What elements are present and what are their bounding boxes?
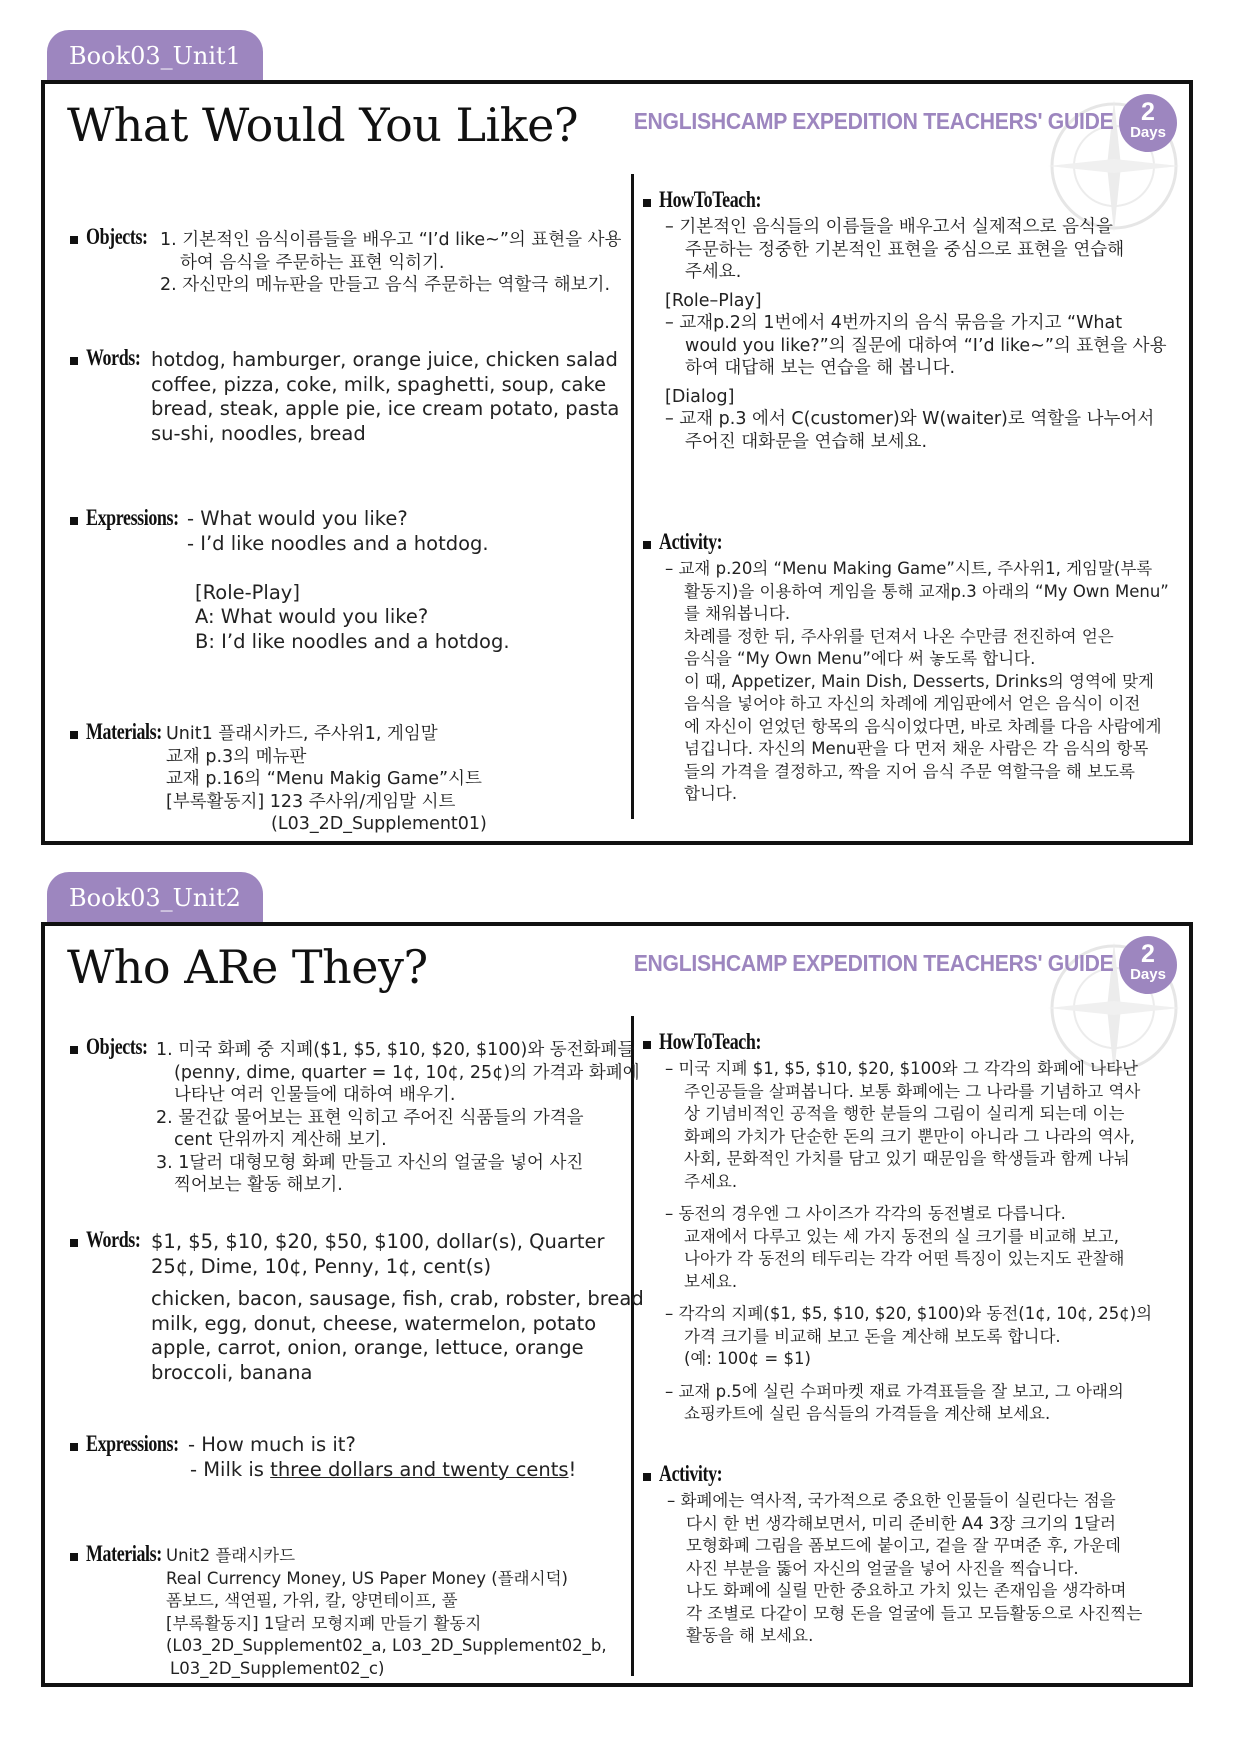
section-head: Activity: xyxy=(659,529,723,554)
text-line: – 동전의 경우엔 그 사이즈가 각각의 동전별로 다릅니다. xyxy=(665,1204,1066,1223)
text-line: hotdog, hamburger, orange juice, chicken salad xyxy=(151,348,618,371)
text-line: (L03_2D_Supplement02_a, L03_2D_Supplement02_b, xyxy=(166,1636,607,1655)
text-line: - I’d like noodles and a hotdog. xyxy=(187,531,489,555)
text-line: - How much is it? xyxy=(188,1433,356,1456)
text-line: 화폐의 가치가 단순한 돈의 크기 뿐만이 아니라 그 나라의 역사, xyxy=(684,1126,1135,1146)
text-line: - What would you like? xyxy=(187,507,408,530)
section-head: Activity: xyxy=(659,1461,723,1486)
text-line: su-shi, noodles, bread xyxy=(151,421,366,445)
text-line: 3. 1달러 대형모형 화폐 만들고 자신의 얼굴을 넣어 사진 xyxy=(156,1152,584,1173)
underlined-answer: three dollars and twenty cents xyxy=(270,1457,569,1481)
text-line: [Role-Play] xyxy=(195,580,300,604)
text-line: would you like?”의 질문에 대하여 “I’d like~”의 표현을 사용 xyxy=(685,335,1167,356)
text-line: – 교재 p.20의 “Menu Making Game”시트, 주사위1, 게임말(부록 xyxy=(665,559,1153,578)
bullet-icon xyxy=(70,1443,78,1451)
text-line: [부록활동지] 1달러 모형지폐 만들기 활동지 xyxy=(166,1613,482,1633)
section-body xyxy=(151,1230,644,1385)
text-line: 상 기념비적인 공적을 행한 분들의 그림이 실리게 되는데 이는 xyxy=(684,1104,1125,1123)
text-line: coffee, pizza, coke, milk, spaghetti, soup, cake xyxy=(151,372,607,396)
text-line: 사진 부분을 뚫어 자신의 얼굴을 넣어 사진을 찍습니다. xyxy=(686,1558,1079,1578)
bullet-icon xyxy=(70,517,78,525)
text-line: 25¢, Dime, 10¢, Penny, 1¢, cent(s) xyxy=(151,1254,492,1278)
text-line: 활동지)을 이용하여 게임을 통해 교재p.3 아래의 “My Own Menu” xyxy=(684,581,1169,601)
text-line: (예: 100¢ = $1) xyxy=(684,1349,811,1368)
bullet-icon xyxy=(70,236,78,244)
unit2-days-badge xyxy=(1119,936,1177,994)
unit1-card xyxy=(41,80,1193,845)
section-head: Materials: xyxy=(86,719,162,744)
section-body xyxy=(151,348,619,446)
text-line: 에 자신이 얻었던 항목의 음식이었다면, 바로 차례를 다음 사람에게 xyxy=(684,716,1162,736)
text-line: milk, egg, donut, cheese, watermelon, potato xyxy=(151,1311,597,1335)
text-line: Unit2 플래시카드 xyxy=(166,1546,296,1565)
text-line: 음식을 “My Own Menu”에다 써 놓도록 합니다. xyxy=(684,649,1036,668)
unit1-days-badge xyxy=(1119,94,1177,152)
text-line: 2. 물건값 물어보는 표현 익히고 주어진 식품들의 가격을 xyxy=(156,1107,584,1128)
text-line: 교재 p.3의 메뉴판 xyxy=(166,746,307,767)
text-line: 1. 기본적인 음식이름들을 배우고 “I’d like~”의 표현을 사용 xyxy=(160,230,622,250)
text-line: 주인공들을 살펴봅니다. 보통 화폐에는 그 나라를 기념하고 역사 xyxy=(684,1081,1141,1101)
text-line: 찍어보는 활동 해보기. xyxy=(174,1175,343,1195)
section-head: Words: xyxy=(86,1227,141,1252)
text-line: 들의 가격을 결정하고, 짝을 지어 음식 주문 역할극을 해 보도록 xyxy=(684,761,1135,781)
bullet-icon xyxy=(70,1046,78,1054)
text-line: 다시 한 번 생각해보면서, 미리 준비한 A4 3장 크기의 1달러 xyxy=(686,1513,1116,1533)
text-line: A: What would you like? xyxy=(195,605,429,628)
text-line: Unit1 플래시카드, 주사위1, 게임말 xyxy=(166,724,438,744)
text-line: 주문하는 정중한 기본적인 표현을 중심으로 표현을 연습해 xyxy=(685,239,1125,260)
text-line: $1, $5, $10, $20, $50, $100, dollar(s), Quarter xyxy=(151,1230,605,1253)
unit2-title: Who ARe They? xyxy=(67,940,428,994)
bullet-icon xyxy=(70,1553,78,1561)
text-line: 하여 음식을 주문하는 표현 익히기. xyxy=(180,252,445,273)
unit1-tab: Book03_Unit1 xyxy=(47,30,263,82)
section-head: Objects: xyxy=(86,1034,148,1059)
text-line: 교재 p.16의 “Menu Makig Game”시트 xyxy=(166,769,482,789)
section-body xyxy=(665,558,1169,806)
text-line: 2. 자신만의 메뉴판을 만들고 음식 주문하는 역할극 해보기. xyxy=(160,275,611,295)
section-head: HowToTeach: xyxy=(659,1029,762,1054)
section-head: Materials: xyxy=(86,1541,162,1566)
text-line: 넘깁니다. 자신의 Menu판을 다 먼저 채운 사람은 각 음식의 항목 xyxy=(684,739,1149,758)
text-line: chicken, bacon, sausage, fish, crab, robster, bread xyxy=(151,1287,644,1310)
section-body xyxy=(188,1433,576,1482)
section-body xyxy=(166,1545,607,1680)
section-body xyxy=(665,1058,1152,1426)
text-line: 주세요. xyxy=(684,1171,738,1191)
text-line: 이 때, Appetizer, Main Dish, Desserts, Drinks의 영역에 맞게 xyxy=(684,671,1154,691)
text-line: bread, steak, apple pie, ice cream potato, pasta xyxy=(151,397,620,420)
text-line: (L03_2D_Supplement01) xyxy=(271,814,487,834)
text-line: 교재에서 다루고 있는 세 가지 동전의 실 크기를 비교해 보고, xyxy=(684,1226,1119,1246)
text-line: 주어진 대화문을 연습해 보세요. xyxy=(685,431,928,452)
text-line: 각 조별로 다같이 모형 돈을 얼굴에 들고 모듬활동으로 사진찍는 xyxy=(686,1603,1143,1623)
days-unit: Days xyxy=(1130,124,1166,141)
section-body xyxy=(156,1039,640,1197)
unit1-column-divider xyxy=(631,174,634,819)
text-line: 를 채워봅니다. xyxy=(684,604,791,623)
unit2-card xyxy=(41,922,1193,1687)
days-number: 2 xyxy=(1141,940,1155,968)
bullet-icon xyxy=(70,731,78,739)
text-line: – 교재 p.3 에서 C(customer)와 W(waiter)로 역할을 나누어서 xyxy=(665,409,1155,429)
section-head: Words: xyxy=(86,345,141,370)
section-head: Expressions: xyxy=(86,1431,179,1456)
text-line: 나도 화폐에 실릴 만한 중요하고 가치 있는 존재임을 생각하며 xyxy=(686,1581,1127,1600)
text-line: – 화폐에는 역사적, 국가적으로 중요한 인물들이 실린다는 점을 xyxy=(667,1491,1116,1510)
text-span: - Milk is xyxy=(190,1457,271,1481)
text-line: 가격 크기를 비교해 보고 돈을 계산해 보도록 합니다. xyxy=(684,1326,1061,1346)
days-unit: Days xyxy=(1130,966,1166,983)
bullet-icon xyxy=(643,1041,651,1049)
text-line: [Dialog] xyxy=(665,386,735,407)
unit1-guide-label: ENGLISHCAMP EXPEDITION TEACHERS' GUIDE xyxy=(633,108,1113,134)
text-line: broccoli, banana xyxy=(151,1360,313,1384)
text-line: 폼보드, 색연필, 가위, 칼, 양면테이프, 풀 xyxy=(166,1591,458,1610)
text-line: 주세요. xyxy=(685,262,742,282)
text-line: Real Currency Money, US Paper Money (플래시덕) xyxy=(166,1568,568,1588)
days-number: 2 xyxy=(1141,98,1155,126)
section-body xyxy=(665,216,1167,453)
text-line: [부록활동지] 123 주사위/게임말 시트 xyxy=(166,791,456,812)
text-line xyxy=(188,1458,576,1483)
text-line: 나타난 여러 인물들에 대하여 배우기. xyxy=(174,1085,456,1105)
unit2-guide-label: ENGLISHCAMP EXPEDITION TEACHERS' GUIDE xyxy=(633,950,1113,976)
section-body xyxy=(160,229,621,297)
bullet-icon xyxy=(643,199,651,207)
text-line: 쇼핑카트에 실린 음식들의 가격들을 계산해 보세요. xyxy=(684,1404,1051,1423)
text-line: B: I’d like noodles and a hotdog. xyxy=(195,629,510,653)
text-line: – 교재 p.5에 실린 수퍼마켓 재료 가격표들을 잘 보고, 그 아래의 xyxy=(665,1381,1124,1401)
text-line: 보세요. xyxy=(684,1271,738,1291)
bullet-icon xyxy=(70,357,78,365)
text-line: 하여 대답해 보는 연습을 해 봅니다. xyxy=(685,358,956,378)
unit2-tab: Book03_Unit2 xyxy=(47,872,263,924)
section-head: Objects: xyxy=(86,224,148,249)
text-line: – 각각의 지폐($1, $5, $10, $20, $100)와 동전(1¢, 10¢, 25¢)의 xyxy=(665,1304,1153,1323)
text-line: 나아가 각 동전의 테두리는 각각 어떤 특징이 있는지도 관찰해 xyxy=(684,1249,1125,1268)
bullet-icon xyxy=(643,1473,651,1481)
text-line: [Role–Play] xyxy=(665,290,762,311)
text-line: L03_2D_Supplement02_c) xyxy=(170,1658,385,1678)
text-span: ! xyxy=(568,1457,577,1481)
unit1-title: What Would You Like? xyxy=(67,98,579,152)
text-line: apple, carrot, onion, orange, lettuce, orange xyxy=(151,1336,584,1359)
text-line: 모형화폐 그림을 폼보드에 붙이고, 겉을 잘 꾸며준 후, 가운데 xyxy=(686,1536,1121,1555)
text-line xyxy=(187,556,510,581)
section-head: HowToTeach: xyxy=(659,187,762,212)
section-body xyxy=(187,507,510,654)
text-line: 사회, 문화적인 가치를 담고 있기 때문임을 학생들과 함께 나눠 xyxy=(684,1149,1130,1168)
section-body xyxy=(667,1490,1142,1648)
bullet-icon xyxy=(70,1239,78,1247)
text-line: – 미국 지폐 $1, $5, $10, $20, $100와 그 각각의 화폐에 나타난 xyxy=(665,1059,1138,1078)
bullet-icon xyxy=(643,541,651,549)
text-line: cent 단위까지 계산해 보기. xyxy=(174,1130,387,1150)
text-line: 1. 미국 화폐 중 지폐($1, $5, $10, $20, $100)와 동전화폐들 xyxy=(156,1040,635,1060)
text-line: 음식을 넣어야 하고 자신의 차례에 게임판에서 얻은 음식이 이전 xyxy=(684,694,1141,713)
text-line: 합니다. xyxy=(684,784,738,803)
section-body xyxy=(166,723,487,836)
text-line: 활동을 해 보세요. xyxy=(686,1626,814,1645)
text-line: 차례를 정한 뒤, 주사위를 던져서 나온 수만큼 전진하여 얻은 xyxy=(684,626,1114,646)
section-head: Expressions: xyxy=(86,505,179,530)
text-line: (penny, dime, quarter = 1¢, 10¢, 25¢)의 가격과 화폐에 xyxy=(174,1062,640,1083)
text-line: – 기본적인 음식들의 이름들을 배우고서 실제적으로 음식을 xyxy=(665,217,1113,237)
text-line: – 교재p.2의 1번에서 4번까지의 음식 묶음을 가지고 “What xyxy=(665,313,1123,333)
